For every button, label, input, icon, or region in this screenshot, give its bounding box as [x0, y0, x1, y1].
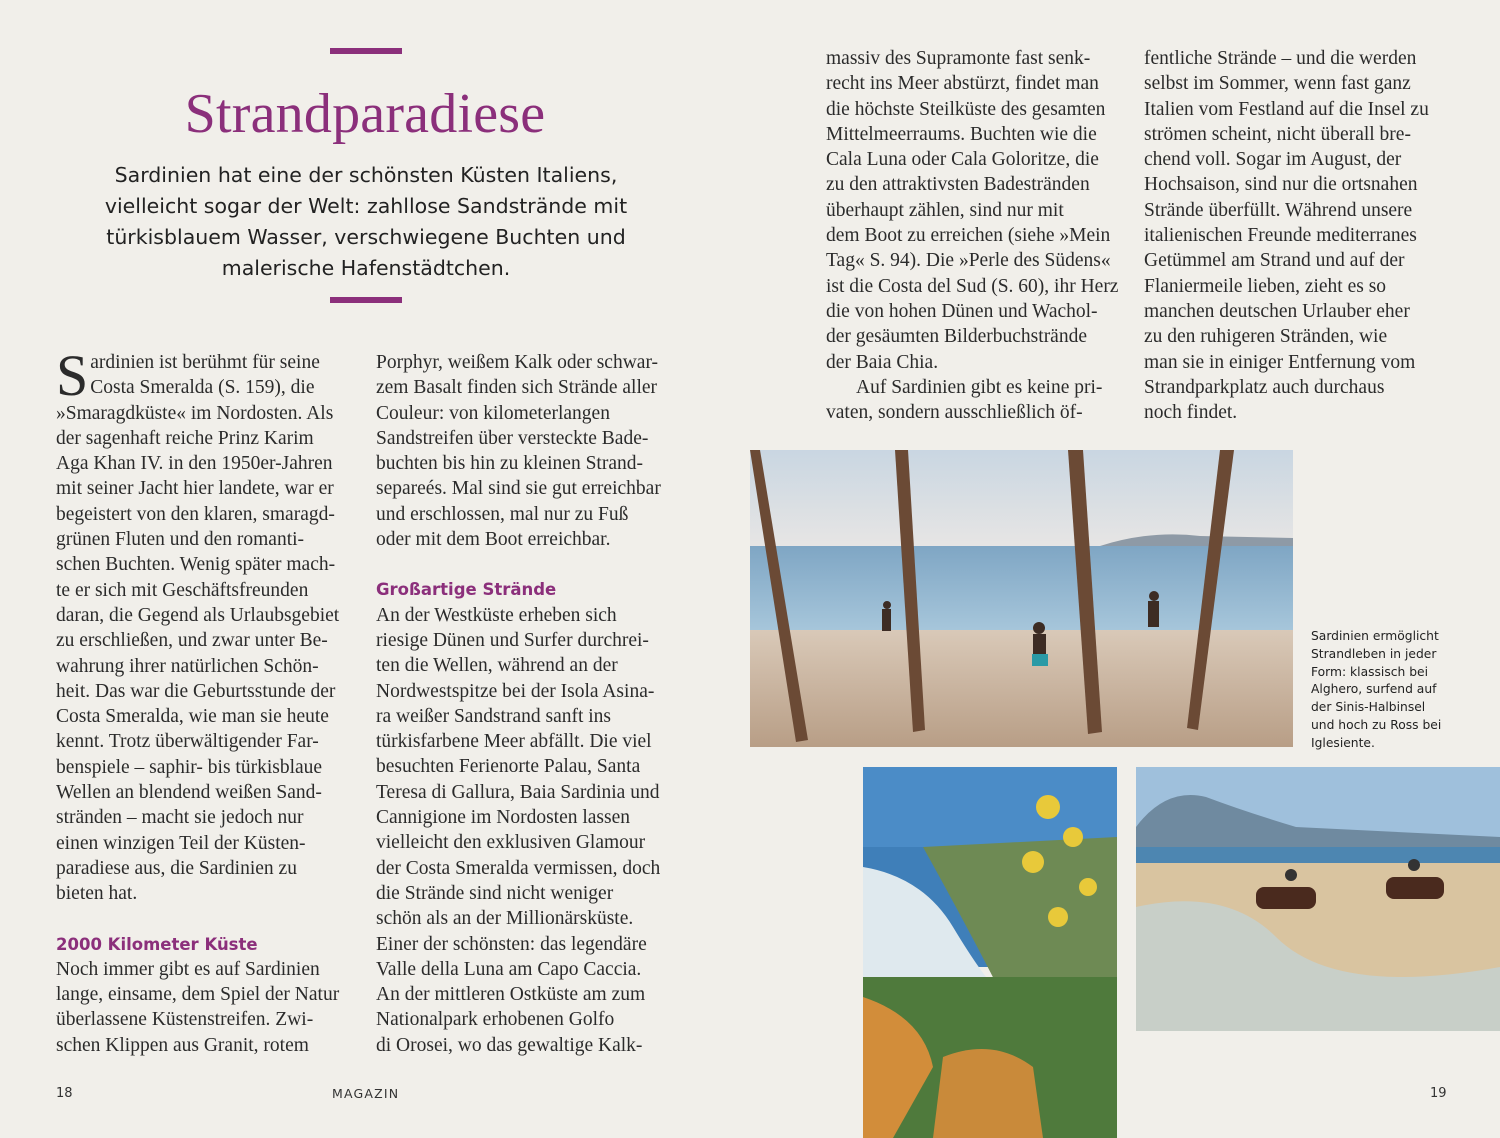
page-number-right: 19: [1430, 1086, 1447, 1101]
text-line: der Costa Smeralda vermissen, doch: [376, 857, 661, 879]
text-line: Couleur: von kilometerlangen: [376, 402, 610, 424]
column-2-body: [376, 350, 676, 552]
column-1-body-b: [56, 957, 361, 1058]
column-2-body-b: [376, 603, 676, 1058]
top-rule: [330, 48, 402, 54]
text-line: wahrung ihrer natürlichen Schön-: [56, 655, 319, 677]
text-line: der Baia Chia.: [826, 351, 939, 373]
text-line: bieten hat.: [56, 883, 138, 905]
photo-caption: [1311, 628, 1461, 753]
text-line: selbst im Sommer, wenn fast ganz: [1144, 73, 1411, 95]
text-line: massiv des Supramonte fast senk-: [826, 48, 1091, 69]
subheading-grossartige-straende: Großartige Strände: [376, 580, 557, 600]
text-line: Iglesiente.: [1311, 735, 1375, 750]
text-line: ten die Wellen, während an der: [376, 655, 618, 677]
text-line: einen winzigen Teil der Küsten-: [56, 832, 306, 854]
text-line: überhaupt zählen, sind nur mit: [826, 199, 1064, 221]
text-line: kennt. Trotz überwältigender Far-: [56, 731, 319, 753]
text-line: buchten bis hin zu kleinen Strand-: [376, 453, 643, 475]
lead-paragraph: Sardinien hat eine der schönsten Küsten Italiens, vielleicht sogar der Welt: zahllose Sandstrände mit türkisblauem Wasser, verschwiegene Buchten und malerische Hafenstädtchen.: [104, 163, 628, 280]
text-line: manchen deutschen Urlauber eher: [1144, 300, 1410, 322]
text-line: Sardinien ermöglicht: [1311, 629, 1439, 643]
text-line: Flaniermeile lieben, zieht es so: [1144, 275, 1387, 297]
text-line: Italien vom Festland auf die Insel zu: [1144, 98, 1429, 120]
text-line: Mittelmeerraums. Buchten wie die: [826, 123, 1097, 145]
text-line: der gesäumten Bilderbuchstrände: [826, 326, 1087, 348]
text-line: türkisfarbene Meer abfällt. Die viel: [376, 731, 652, 753]
text-line: der Sinis-Halbinsel: [1311, 700, 1426, 715]
text-line: di Orosei, wo das gewaltige Kalk-: [376, 1034, 643, 1056]
text-line: man sie in einiger Entfernung vom: [1144, 351, 1416, 373]
text-line: Noch immer gibt es auf Sardinien: [56, 958, 320, 980]
text-line: strömen scheint, nicht überall bre-: [1144, 123, 1411, 145]
text-line: Aga Khan IV. in den 1950er-Jahren: [56, 453, 333, 475]
text-line: »Smaragdküste« im Nordosten. Als: [56, 402, 334, 424]
text-line: riesige Dünen und Surfer durchrei-: [376, 629, 649, 651]
text-line: Costa Smeralda (S. 159), die: [90, 377, 315, 399]
text-line: grünen Fluten und den romanti-: [56, 529, 305, 551]
text-line: An der mittleren Ostküste am zum: [376, 984, 646, 1006]
text-line: Nationalpark erhobenen Golfo: [376, 1009, 615, 1031]
text-line: Form: klassisch bei: [1311, 664, 1428, 679]
column-3-body: [826, 46, 1126, 375]
text-line: paradiese aus, die Sardinien zu: [56, 857, 297, 879]
text-line: separeés. Mal sind sie gut erreichbar: [376, 478, 661, 500]
text-line: ra weißer Sandstrand sanft ins: [376, 705, 612, 727]
text-line: heit. Das war die Geburtsstunde der: [56, 680, 336, 702]
text-line: Hochsaison, sind nur die ortsnahen: [1144, 174, 1418, 196]
text-line: und erschlossen, mal nur zu Fuß: [376, 503, 629, 525]
text-line: dem Boot zu erreichen (siehe »Mein: [826, 225, 1111, 247]
page-number-left: 18: [56, 1086, 73, 1101]
text-line: Tag« S. 94). Die »Perle des Südens«: [826, 250, 1111, 272]
page-title: Strandparadiese: [184, 83, 546, 145]
text-line: An der Westküste erheben sich: [376, 604, 617, 626]
text-column-1: [56, 343, 361, 1058]
text-line: zem Basalt finden sich Strände aller: [376, 377, 658, 399]
text-line: ardinien ist berühmt für seine: [90, 352, 320, 373]
text-line: te er sich mit Geschäftsfreunden: [56, 579, 309, 601]
text-line: Costa Smeralda, wie man sie heute: [56, 706, 329, 728]
text-line: der sagenhaft reiche Prinz Karim: [56, 427, 314, 449]
text-line: daran, die Gegend als Urlaubsgebiet: [56, 604, 340, 626]
text-line: recht ins Meer abstürzt, findet man: [826, 73, 1099, 95]
text-line: stränden – macht sie jedoch nur: [56, 807, 304, 829]
text-line: Sandstreifen über versteckte Bade-: [376, 427, 649, 449]
text-line: Strandparkplatz auch durchaus: [1144, 376, 1385, 398]
horses-photo: [1136, 767, 1500, 1031]
text-line: Einer der schönsten: das legendäre: [376, 933, 647, 955]
text-line: die höchste Steilküste des gesamten: [826, 98, 1106, 120]
beach-photo: [750, 450, 1293, 747]
text-line: italienischen Freunde mediterranes: [1144, 225, 1417, 247]
text-line: Getümmel am Strand und auf der: [1144, 250, 1405, 272]
text-line: Porphyr, weißem Kalk oder schwar-: [376, 352, 659, 373]
text-line: chend voll. Sogar im August, der: [1144, 149, 1402, 171]
section-label: MAGAZIN: [332, 1086, 400, 1101]
text-line: schen Klippen aus Granit, rotem: [56, 1034, 309, 1056]
dropcap: S: [56, 343, 89, 408]
text-line: Valle della Luna am Capo Caccia.: [376, 958, 642, 980]
text-line: begeistert von den klaren, smaragd-: [56, 503, 335, 525]
column-1-body: [56, 343, 361, 907]
subheading-2000-kilometer: 2000 Kilometer Küste: [56, 934, 258, 954]
text-line: schen Buchten. Wenig später mach-: [56, 554, 336, 576]
coast-photo: [863, 767, 1117, 1138]
text-column-4: [1144, 46, 1454, 425]
text-line: lange, einsame, dem Spiel der Natur: [56, 984, 340, 1006]
text-line: vielleicht den exklusiven Glamour: [376, 832, 646, 854]
column-4-body: [1144, 46, 1454, 425]
text-line: die von hohen Dünen und Wachol-: [826, 300, 1098, 322]
text-line: und hoch zu Ross bei: [1311, 717, 1442, 732]
bottom-rule: [330, 297, 402, 303]
text-line: Teresa di Gallura, Baia Sardinia und: [376, 781, 660, 803]
text-line: fentliche Strände – und die werden: [1144, 48, 1417, 69]
text-line: zu den attraktivsten Badestränden: [826, 174, 1090, 196]
text-line: Nordwestspitze bei der Isola Asina-: [376, 680, 655, 702]
text-line: noch findet.: [1144, 402, 1238, 424]
text-line: Auf Sardinien gibt es keine pri-: [856, 376, 1103, 398]
text-line: benspiele – saphir- bis türkisblaue: [56, 756, 323, 778]
column-3-body-b: [826, 375, 1126, 426]
text-line: zu den ruhigeren Stränden, wie: [1144, 326, 1388, 348]
text-line: Alghero, surfend auf: [1311, 682, 1437, 697]
text-column-2: [376, 350, 676, 1058]
text-line: zu erschließen, und zwar unter Be-: [56, 630, 328, 652]
text-line: oder mit dem Boot erreichbar.: [376, 529, 611, 551]
text-column-3: [826, 46, 1126, 425]
text-line: Wellen an blendend weißen Sand-: [56, 782, 322, 804]
text-line: mit seiner Jacht hier landete, war er: [56, 478, 334, 500]
text-line: die Strände sind nicht weniger: [376, 882, 614, 904]
text-line: Cannigione im Nordosten lassen: [376, 807, 631, 829]
text-line: besuchten Ferienorte Palau, Santa: [376, 756, 641, 778]
text-line: vaten, sondern ausschließlich öf-: [826, 402, 1083, 424]
text-line: Cala Luna oder Cala Goloritze, die: [826, 149, 1099, 171]
text-line: Strandleben in jeder: [1311, 646, 1437, 661]
text-line: schön als an der Millionärsküste.: [376, 908, 634, 930]
text-line: überlassene Küstenstreifen. Zwi-: [56, 1009, 314, 1031]
text-line: Strände überfüllt. Während unsere: [1144, 199, 1413, 221]
text-line: ist die Costa del Sud (S. 60), ihr Herz: [826, 275, 1119, 297]
